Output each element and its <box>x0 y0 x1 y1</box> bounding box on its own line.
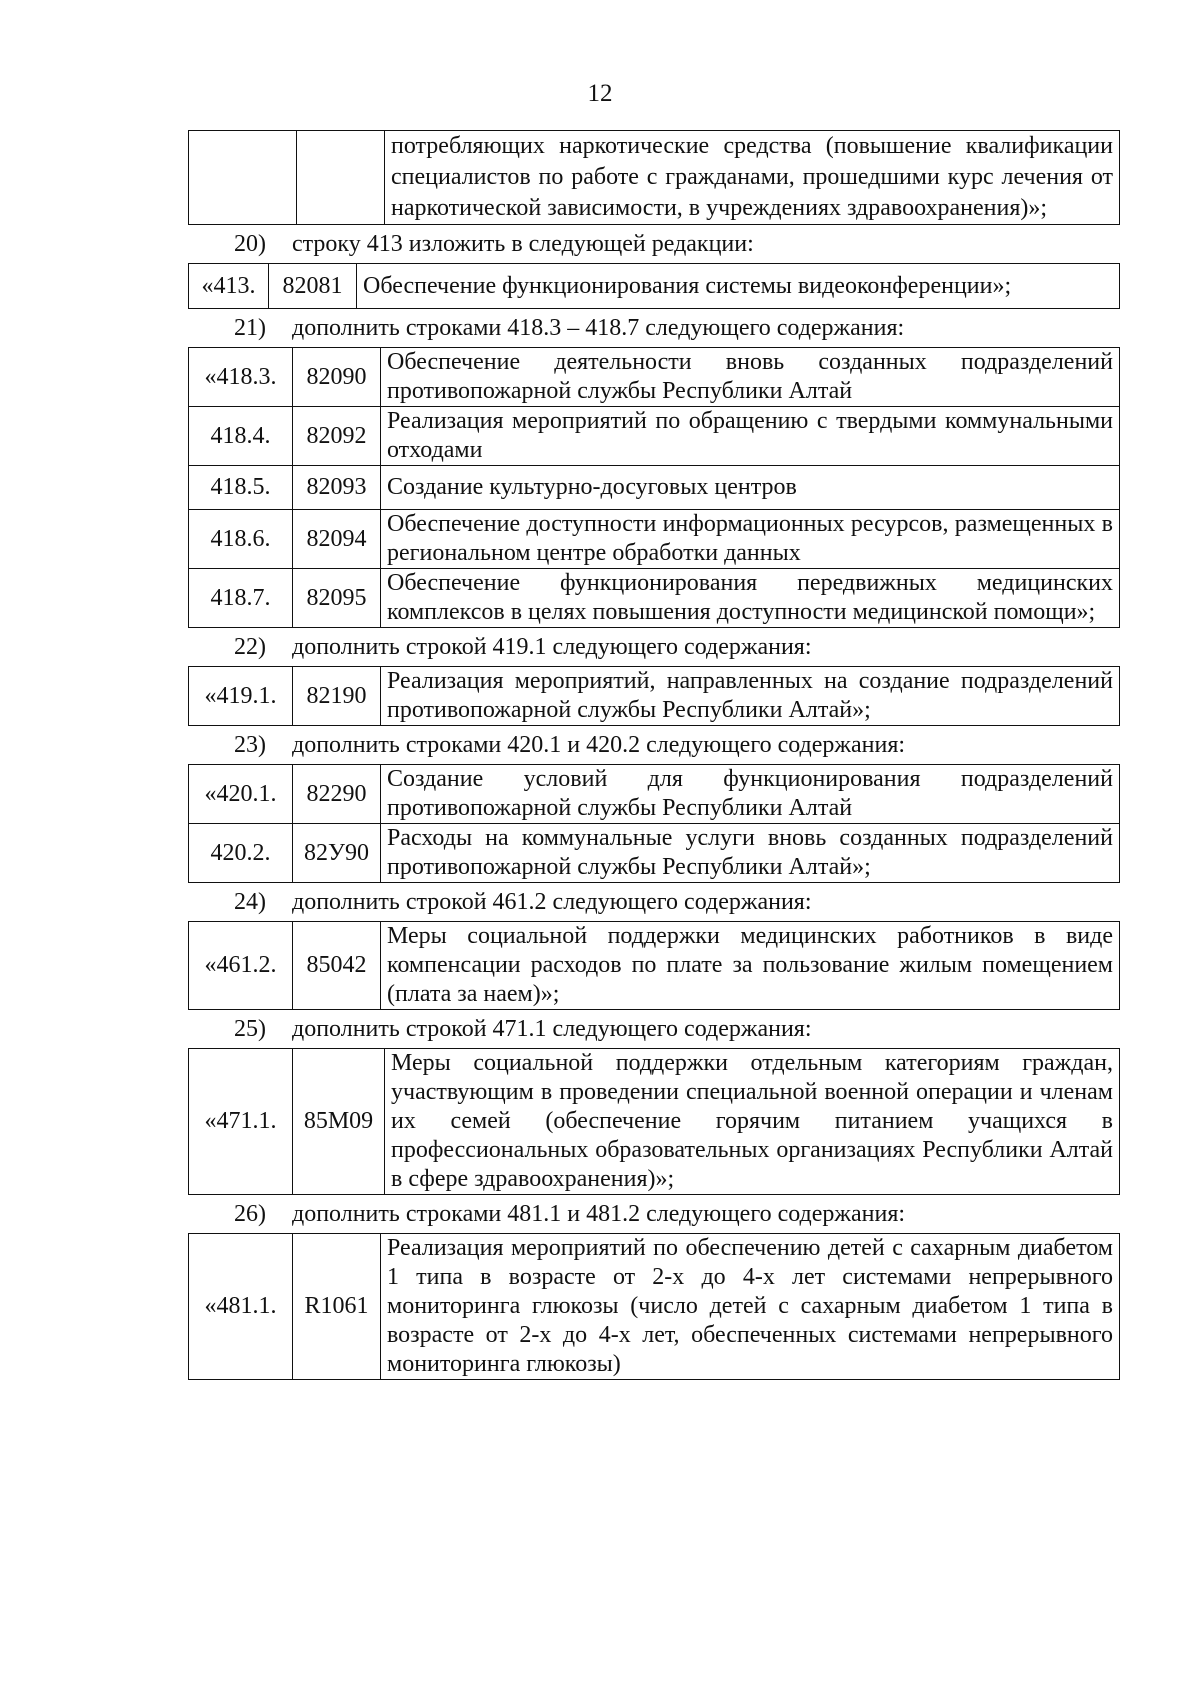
row-number: «420.1. <box>189 765 293 824</box>
row-text: Создание культурно-досуговых центров <box>381 466 1120 510</box>
row-number: «419.1. <box>189 667 293 726</box>
table-row <box>189 264 1120 309</box>
row-code: 82093 <box>293 466 381 510</box>
instruction-26 <box>188 1195 1120 1233</box>
table-row <box>189 510 1120 569</box>
row-text: Меры социальной поддержки медицинских работников в виде компенсации расходов по плате за пользование жилым помещением (плата за наем)»; <box>381 922 1120 1010</box>
table-row <box>189 466 1120 510</box>
table-row <box>189 348 1120 407</box>
row-text: Обеспечение функционирования передвижных медицинских комплексов в целях повышения доступности медицинской помощи»; <box>381 569 1120 628</box>
row-number: «413. <box>189 264 269 309</box>
row-text: Меры социальной поддержки отдельным категориям граждан, участвующим в проведении специальной военной операции и членам их семей (обеспечение горячим питанием учащихся в профессиональных образовательных организациях Республики Алтай в сфере здравоохранения)»; <box>385 1049 1120 1195</box>
instruction-text: дополнить строкой 419.1 следующего содержания: <box>292 633 812 660</box>
row-code: 82094 <box>293 510 381 569</box>
row-text: Обеспечение доступности информационных ресурсов, размещенных в региональном центре обработки данных <box>381 510 1120 569</box>
row-code: 82090 <box>293 348 381 407</box>
row-text: Реализация мероприятий, направленных на создание подразделений противопожарной службы Республики Алтай»; <box>381 667 1120 726</box>
row-number: 420.2. <box>189 824 293 883</box>
row-text: потребляющих наркотические средства (повышение квалификации специалистов по работе с гражданами, прошедшими курс лечения от наркотической зависимости, в учреждениях здравоохранения)»; <box>385 131 1120 225</box>
row-number: «481.1. <box>189 1234 293 1380</box>
row-code <box>297 131 385 225</box>
row-text: Расходы на коммунальные услуги вновь созданных подразделений противопожарной службы Республики Алтай»; <box>381 824 1120 883</box>
instruction-number: 24) <box>234 888 266 915</box>
table-418 <box>188 347 1120 628</box>
instruction-25 <box>188 1010 1120 1048</box>
row-number: 418.5. <box>189 466 293 510</box>
instruction-21 <box>188 309 1120 347</box>
row-text: Создание условий для функционирования подразделений противопожарной службы Республики Алтай <box>381 765 1120 824</box>
table-481 <box>188 1233 1120 1380</box>
table-row <box>189 1049 1120 1195</box>
instruction-20 <box>188 225 1120 263</box>
row-number: «471.1. <box>189 1049 293 1195</box>
row-text: Обеспечение деятельности вновь созданных подразделений противопожарной службы Республики Алтай <box>381 348 1120 407</box>
instruction-text: строку 413 изложить в следующей редакции: <box>292 230 754 257</box>
page-number: 12 <box>587 80 613 107</box>
row-code: 85М09 <box>293 1049 385 1195</box>
instruction-24 <box>188 883 1120 921</box>
table-413 <box>188 263 1120 309</box>
row-text: Реализация мероприятий по обращению с твердыми коммунальными отходами <box>381 407 1120 466</box>
continuation-table <box>188 130 1120 225</box>
row-text: Реализация мероприятий по обеспечению детей с сахарным диабетом 1 типа в возрасте от 2-х до 4-х лет системами непрерывного мониторинга глюкозы (число детей с сахарным диабетом 1 типа в возрасте от 2-х до 4-х лет, обеспеченных системами непрерывного мониторинга глюкозы) <box>381 1234 1120 1380</box>
row-code: 82290 <box>293 765 381 824</box>
table-row <box>189 407 1120 466</box>
instruction-number: 23) <box>234 731 266 758</box>
row-code: 82092 <box>293 407 381 466</box>
row-code: 85042 <box>293 922 381 1010</box>
row-number <box>189 131 297 225</box>
instruction-23 <box>188 726 1120 764</box>
instruction-number: 21) <box>234 314 266 341</box>
table-row <box>189 131 1120 225</box>
row-number: 418.7. <box>189 569 293 628</box>
table-461 <box>188 921 1120 1010</box>
instruction-22 <box>188 628 1120 666</box>
table-420 <box>188 764 1120 883</box>
instruction-text: дополнить строками 420.1 и 420.2 следующего содержания: <box>292 731 906 758</box>
row-code: 82081 <box>269 264 357 309</box>
row-number: 418.4. <box>189 407 293 466</box>
row-text: Обеспечение функционирования системы видеоконференции»; <box>357 264 1120 309</box>
row-number: «418.3. <box>189 348 293 407</box>
row-code: 82190 <box>293 667 381 726</box>
instruction-number: 22) <box>234 633 266 660</box>
row-code: 82У90 <box>293 824 381 883</box>
document-body <box>188 130 1120 1380</box>
instruction-number: 20) <box>234 230 266 257</box>
instruction-number: 25) <box>234 1015 266 1042</box>
instruction-text: дополнить строкой 471.1 следующего содержания: <box>292 1015 812 1042</box>
table-row <box>189 765 1120 824</box>
table-471 <box>188 1048 1120 1195</box>
table-row <box>189 1234 1120 1380</box>
instruction-text: дополнить строками 418.3 – 418.7 следующего содержания: <box>292 314 905 341</box>
row-number: 418.6. <box>189 510 293 569</box>
table-row <box>189 824 1120 883</box>
row-code: R1061 <box>293 1234 381 1380</box>
instruction-text: дополнить строкой 461.2 следующего содержания: <box>292 888 812 915</box>
row-code: 82095 <box>293 569 381 628</box>
table-row <box>189 922 1120 1010</box>
instruction-text: дополнить строками 481.1 и 481.2 следующего содержания: <box>292 1200 906 1227</box>
table-row <box>189 667 1120 726</box>
table-row <box>189 569 1120 628</box>
table-419 <box>188 666 1120 726</box>
row-number: «461.2. <box>189 922 293 1010</box>
instruction-number: 26) <box>234 1200 266 1227</box>
